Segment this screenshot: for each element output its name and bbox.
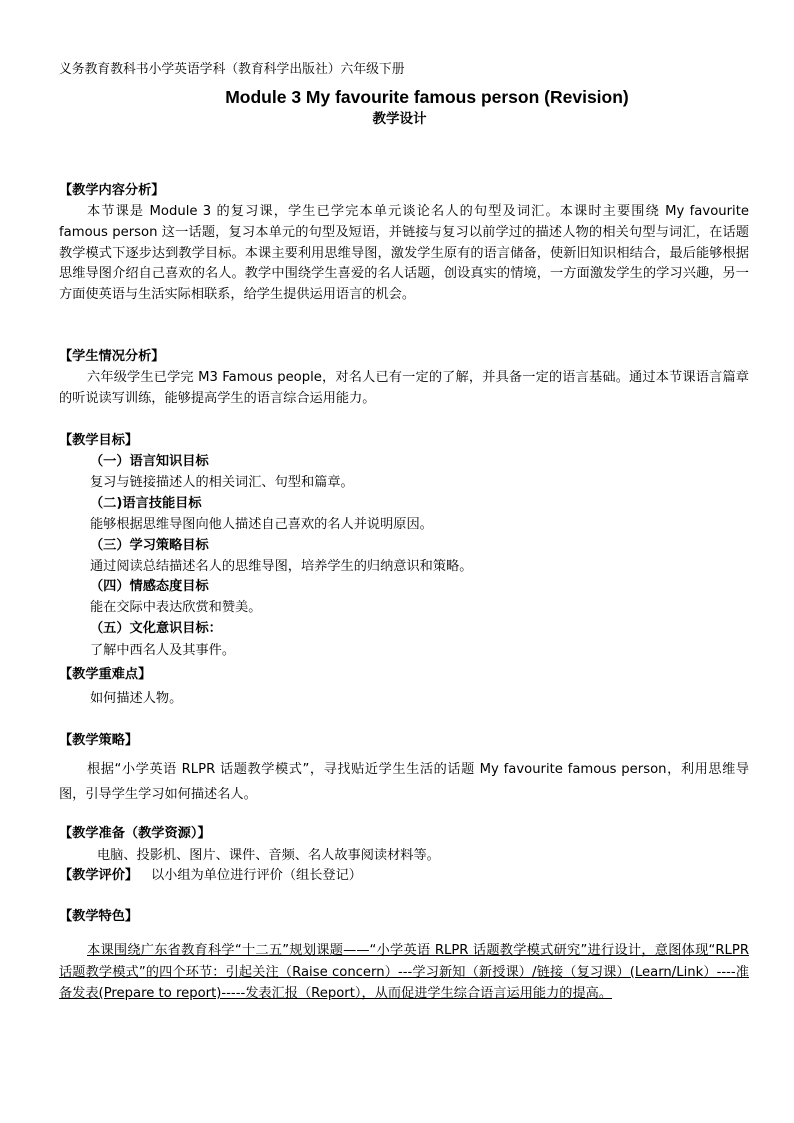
header-line: 义务教育教科书小学英语学科（教育科学出版社）六年级下册 bbox=[59, 62, 405, 77]
objective-label-3: （三）学习策略目标 bbox=[90, 538, 209, 553]
content-analysis-body: 本节课是 Module 3 的复习课，学生已学完本单元谈论名人的句型及词汇。本课时主要围绕 My favourite famous person 这一话题，复习本单元的句型及短语，并链接与复习以前学过的描述人物的相关句型与词汇，在话题教学模式下逐步达到教学目标。本课主要利用思维导图，激发学生原有的语言储备，使新旧知识相结合，最后能够根据思维导图介绍自己喜欢的名人。教学中围绕学生喜爱的名人话题，创设真实的情境，一方面激发学生的学习兴趣，另一方面使英语与生活实际相联系，给学生提供运用语言的机会。 bbox=[59, 204, 749, 303]
objective-text-1: 复习与链接描述人的相关词汇、句型和篇章。 bbox=[90, 475, 354, 490]
objective-label-4: （四）情感态度目标 bbox=[90, 579, 209, 594]
objective-text-2: 能够根据思维导图向他人描述自己喜欢的名人并说明原因。 bbox=[90, 517, 433, 532]
key-points-text: 如何描述人物。 bbox=[90, 691, 183, 706]
objective-text-5: 了解中西名人及其事件。 bbox=[90, 643, 236, 658]
strategy-heading: 【教学策略】 bbox=[59, 733, 139, 748]
objective-label-2: （二)语言技能目标 bbox=[90, 496, 202, 511]
content-analysis-heading: 【教学内容分析】 bbox=[59, 183, 165, 198]
strategy-body: 根据“小学英语 RLPR 话题教学模式”，寻找贴近学生生活的话题 My favourite famous person，利用思维导图，引导学生学习如何描述名人。 bbox=[59, 762, 749, 802]
page-subtitle: 教学设计 bbox=[372, 111, 427, 127]
preparation-text: 电脑、投影机、图片、课件、音频、名人故事阅读材料等。 bbox=[97, 848, 440, 863]
objective-text-4: 能在交际中表达欣赏和赞美。 bbox=[90, 600, 262, 615]
page-title: Module 3 My favourite famous person (Revision) bbox=[225, 87, 629, 107]
objective-label-5: （五）文化意识目标： bbox=[90, 621, 222, 636]
student-analysis-heading: 【学生情况分析】 bbox=[59, 349, 165, 364]
features-body: 本课围绕广东省教育科学“十二五”规划课题——“小学英语 RLPR 话题教学模式研究”进行设计，意图体现“RLPR 话题教学模式”的四个环节：引起关注（Raise concern）---学习新知（新授课）/链接（复习课）(Learn/Link）----准备发表(Prepare to report)-----发表汇报（Report），从而促进学生综合语言运用能力的提高。 bbox=[59, 943, 749, 1001]
student-analysis-body: 六年级学生已学完 M3 Famous people，对名人已有一定的了解，并具备一定的语言基础。通过本节课语言篇章的听说读写训练，能够提高学生的语言综合运用能力。 bbox=[59, 370, 749, 406]
objectives-heading: 【教学目标】 bbox=[59, 433, 139, 448]
evaluation-heading: 【教学评价】 bbox=[59, 868, 139, 883]
key-points-heading: 【教学重难点】 bbox=[59, 667, 152, 682]
objective-text-3: 通过阅读总结描述名人的思维导图，培养学生的归纳意识和策略。 bbox=[90, 559, 473, 574]
preparation-heading: 【教学准备（教学资源）】 bbox=[59, 826, 211, 841]
objective-label-1: （一）语言知识目标 bbox=[90, 454, 209, 469]
evaluation-text: 以小组为单位进行评价（组长登记） bbox=[151, 868, 362, 883]
features-heading: 【教学特色】 bbox=[59, 909, 139, 924]
